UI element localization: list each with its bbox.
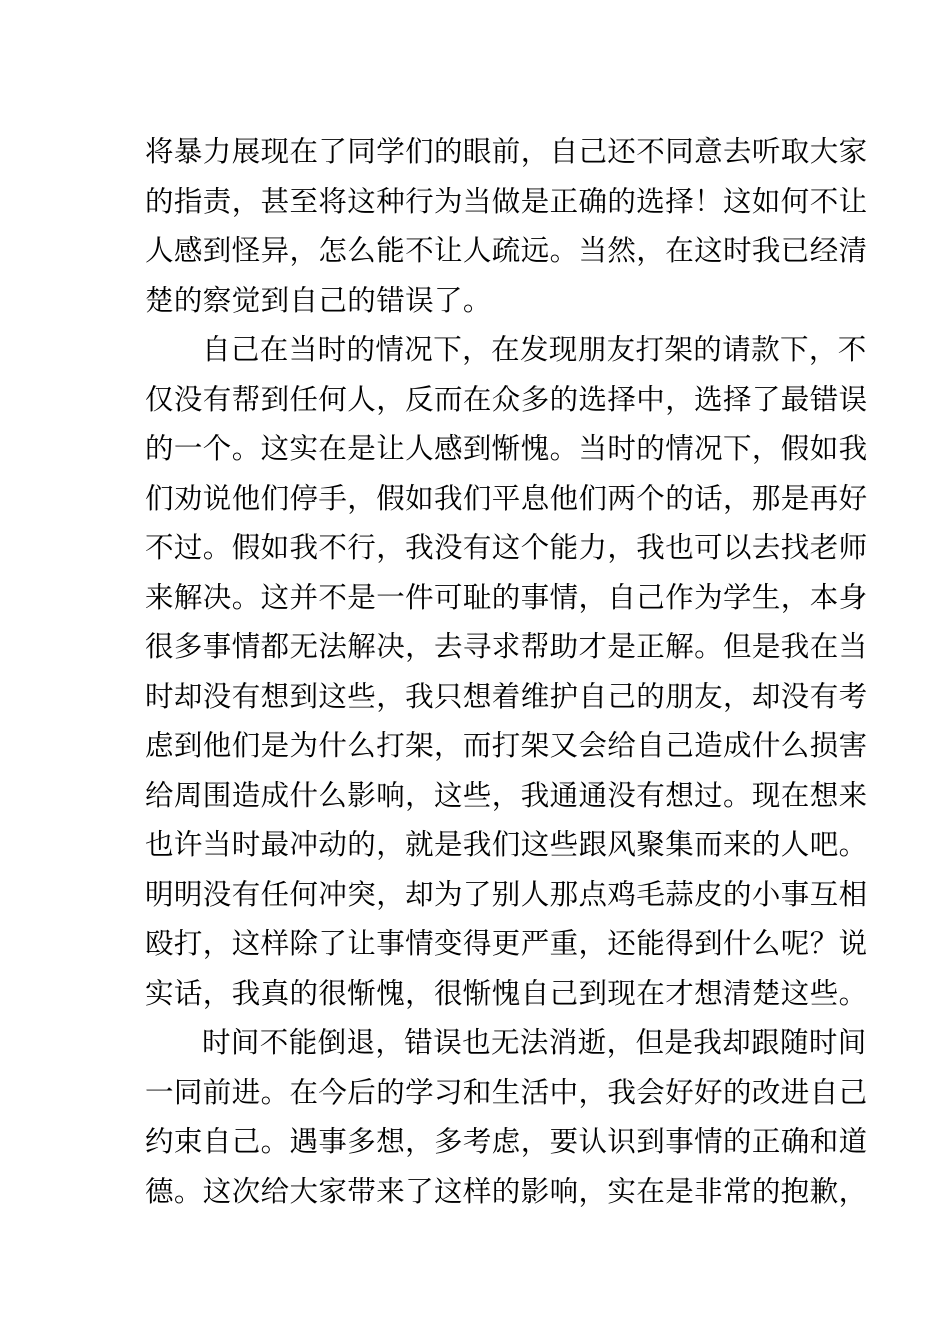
- text-line: 一同前进。在今后的学习和生活中，我会好好的改进自己: [145, 1075, 868, 1109]
- paragraph-3: [145, 1018, 868, 1216]
- text-line: 给周围造成什么影响，这些，我通通没有想过。现在想来: [145, 778, 868, 812]
- text-line: 时间不能倒退，错误也无法消逝，但是我却跟随时间: [202, 1026, 867, 1059]
- text-line: 人感到怪异，怎么能不让人疏远。当然，在这时我已经清: [145, 234, 868, 267]
- text-line: 时却没有想到这些，我只想着维护自己的朋友，却没有考: [145, 679, 868, 713]
- text-line: 德。这次给大家带来了这样的影响，实在是非常的抱歉，: [145, 1174, 868, 1208]
- text-line: 们劝说他们停手，假如我们平息他们两个的话，那是再好: [145, 481, 868, 515]
- text-line: 仅没有帮到任何人，反而在众多的选择中，选择了最错误: [145, 382, 868, 416]
- text-line: 很多事情都无法解决，去寻求帮助才是正解。但是我在当: [145, 630, 868, 663]
- text-line: 自己在当时的情况下，在发现朋友打架的请款下，不: [202, 333, 867, 366]
- document-body: [145, 127, 868, 1216]
- text-line: 不过。假如我不行，我没有这个能力，我也可以去找老师: [145, 531, 868, 564]
- text-line: 楚的察觉到自己的错误了。: [145, 283, 492, 317]
- text-line: 约束自己。遇事多想，多考虑，要认识到事情的正确和道: [145, 1125, 868, 1158]
- text-line: 的指责，甚至将这种行为当做是正确的选择！这如何不让: [145, 184, 868, 218]
- text-line: 也许当时最冲动的，就是我们这些跟风聚集而来的人吧。: [145, 828, 868, 861]
- text-line: 殴打，这样除了让事情变得更严重，还能得到什么呢？说: [145, 927, 868, 960]
- text-line: 实话，我真的很惭愧，很惭愧自己到现在才想清楚这些。: [145, 976, 868, 1010]
- text-line: 将暴力展现在了同学们的眼前，自己还不同意去听取大家: [145, 135, 868, 168]
- paragraph-1: [145, 127, 868, 325]
- text-line: 来解决。这并不是一件可耻的事情，自己作为学生，本身: [145, 580, 868, 614]
- text-line: 的一个。这实在是让人感到惭愧。当时的情况下，假如我: [145, 432, 868, 465]
- paragraph-2: [145, 325, 868, 1018]
- text-line: 明明没有任何冲突，却为了别人那点鸡毛蒜皮的小事互相: [145, 877, 868, 911]
- text-line: 虑到他们是为什么打架，而打架又会给自己造成什么损害: [145, 729, 868, 762]
